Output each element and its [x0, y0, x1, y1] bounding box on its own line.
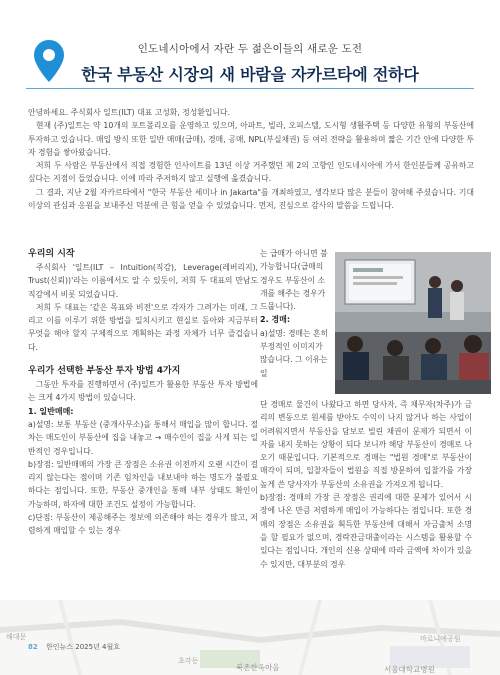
page-footer [28, 642, 120, 652]
article-subtitle: 인도네시아에서 자란 두 젊은이들의 새로운 도전 [137, 43, 363, 55]
map-label: 해대문 [6, 633, 27, 641]
body-paragraph: 는 급매가 아니면 불가능합니다(급매의 경우도 부동산이 소개를 해주는 경우가 드뭅니다). [260, 249, 328, 312]
map-label: 서울대학교병원 [384, 665, 435, 674]
body-paragraph: 저희 두 대표는 '같은 목표와 비전'으로 각자가 그려가는 미래, 그리고 이를 이루기 위한 방법을 일치시키고 현실로 돌아와 지금부터 무엇을 해야 할지 구체적으로 계획하는 과정 자체가 너무 즐겁습니다. [28, 302, 258, 352]
section-heading: 우리가 선택한 부동산 투자 방법 4가지 [28, 366, 181, 377]
subsection-heading: 2. 경매: [260, 315, 291, 325]
intro-paragraph: 저희 두 사람은 부동산에서 직접 경험한 인사이트를 13년 이상 거주했던 제 2의 고향인 인도네시아에 가서 한인분들께 공유하고 싶다는 지점이 들었습니다. 이에 따라 주저하지 않고 실행에 옮겼습니다. [28, 161, 474, 184]
body-paragraph: a)설명: 보통 부동산 (중개사무소)을 통해서 매입을 많이 합니다. 절차는 매도인이 부동산에 집을 내놓고 → 매수인이 집을 사게 되는 일반적인 경우입니다. [28, 419, 258, 456]
left-column [28, 247, 258, 538]
body-paragraph: b)장점: 일반매매의 가장 큰 장점은 소유권 이전까지 오랜 시간이 걸리지 않는다는 점이며 기존 임차인을 내보내야 하는 명도가 불필요 하다는 점입니다. 또한, 부동산 중개인을 통해 내부 상태도 확인이 가능하며, 하자에 대한 조건도 설정이 가능합니다. [28, 459, 258, 509]
subsection-heading: 1. 일반매매: [28, 406, 74, 416]
body-paragraph: c)단점: 부동산이 제공해주는 정보에 의존해야 하는 경우가 많고, 저렴하게 매입할 수 있는 경우 [28, 513, 258, 536]
page-number: 82 [28, 643, 38, 651]
seminar-photo [335, 252, 491, 394]
body-paragraph: 주식회사 '일트(ILT – Intuition(직감), Leverage(레버리지), Trust(신뢰))'라는 이름에서도 알 수 있듯이, 저희 두 대표의 만남도 직감에서 비롯 되었습니다. [28, 263, 258, 299]
narrow-column [260, 247, 330, 380]
map-label: 마로니에공원 [420, 635, 461, 643]
body-paragraph: b)장점: 경매의 가장 큰 장점은 권리에 대한 문제가 있어서 시장에 나온 만큼 저렴하게 매입이 가능하다는 점입니다. 또한 경매의 장점은 소유권을 획득한 부동산에 대해서 자금출처 소명을 할 필요가 없으며, 경락잔금대출이라는 시스템을 활용할 수 있다는 점입니다. 개인의 신용 상태에 따라 금액에 차이가 있을 수 있지만, 대부분의 경우 [260, 493, 472, 569]
article-title: 한국 부동산 시장의 새 바람을 자카르타에 전하다 [81, 65, 419, 84]
intro-paragraph: 현재 (주)일트는 약 10개의 포트폴리오를 운영하고 있으며, 아파트, 빌라, 오피스텔, 도시형 생활주택 등 다양한 유형의 부동산에 투자하고 있습니다. 매입 방식 또한 일반 매매(급매), 경매, 공매, NPL(부실채권) 등 여러 전략을 활용하며 짧은 기간 안에 다양한 투자 경험을 쌓아왔습니다. [28, 121, 474, 157]
intro-paragraph: 안녕하세요. 주식회사 일트(ILT) 대표 고성화, 정성환입니다. [28, 108, 230, 117]
intro-section [28, 106, 474, 212]
body-paragraph: 단 경매로 물건이 나왔다고 하면 당사자, 즉 채무자(차주)가 금리의 변동으로 원세를 받아도 수익이 나지 않거나 하는 사업이 어려워지면서 부동산을 담보로 빌린 채권이 문제가 되면서 이자를 내지 못하는 상황이 되다 보니까 해당 부동산이 경매로 나오기 때문입니다. 기본적으로 경매는 "법원 경매"로 부동산이 매각이 되며, 입찰자들이 법원을 직접 방문하여 입찰가를 가장 높게 쓴 당사자가 부동산의 소유권을 가져오게 됩니다. [260, 400, 472, 489]
issue-label: 한인뉴스 2025년 4월호 [45, 643, 121, 651]
title-divider [26, 88, 474, 89]
body-paragraph: 그동안 투자를 진행하면서 (주)일트가 활용한 부동산 투자 방법에는 크게 4가지 방법이 있습니다. [28, 380, 258, 403]
intro-paragraph: 그 결과, 지난 2월 자카르타에서 "한국 부동산 세미나 in Jakarta"를 개최하였고, 생각보다 많은 분들이 참여해 주셨습니다. 기대 이상의 관심과 응원을 보내주신 덕분에 큰 힘을 얻을 수 있었습니다. 먼저, 진심으로 감사의 말씀을 드립니다. [28, 187, 474, 211]
section-heading: 우리의 시작 [28, 249, 75, 259]
map-label: 북촌한옥마을 [236, 663, 280, 672]
right-column [260, 398, 472, 571]
body-paragraph: a)설명: 경매는 흔히 부정적인 이미지가 많습니다. 그 이유는 일 [260, 328, 329, 378]
map-label: 초각동 [178, 657, 199, 665]
